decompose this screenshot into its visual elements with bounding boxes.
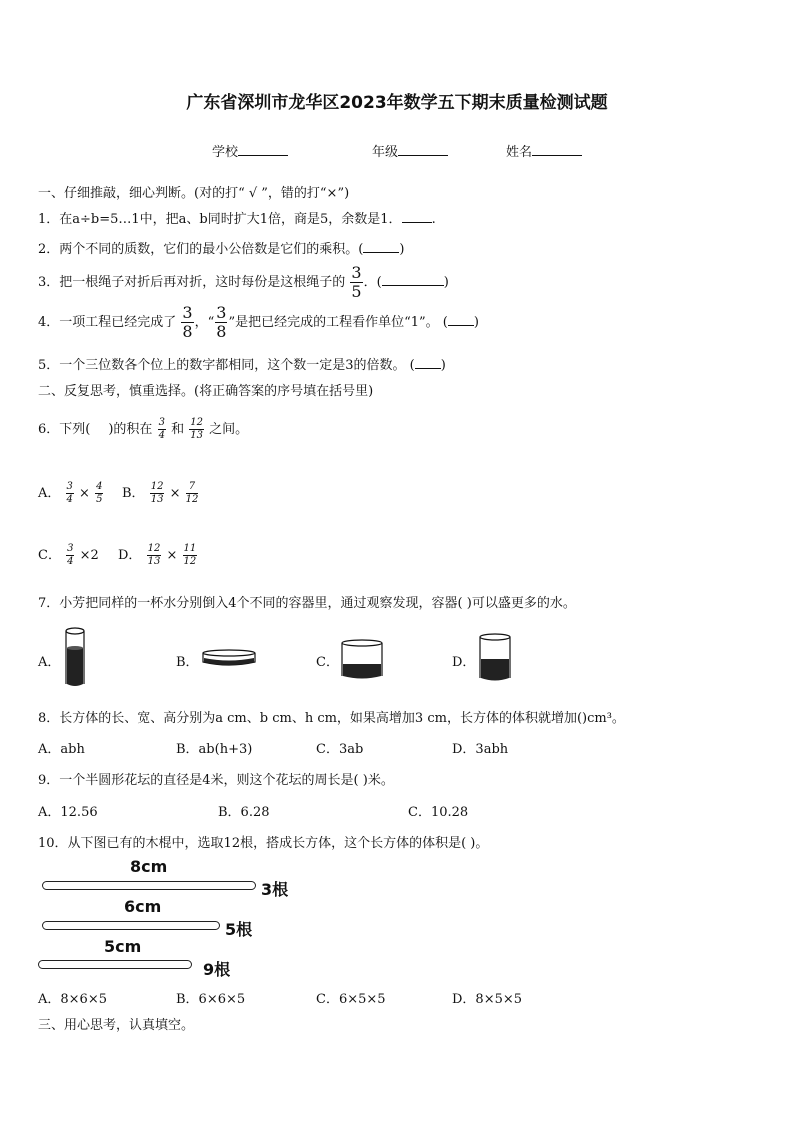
stick-5cm-length: 5cm bbox=[104, 937, 142, 956]
denominator: 12 bbox=[185, 494, 199, 505]
q6-option-b[interactable] bbox=[122, 482, 199, 505]
question-4-text-b: ，“ bbox=[194, 315, 215, 330]
option-label: C． bbox=[316, 655, 339, 670]
name-field bbox=[506, 141, 582, 160]
numerator: 11 bbox=[183, 543, 197, 554]
fraction bbox=[95, 482, 103, 505]
question-10: 10．从下图已有的木棍中，选取12根，搭成长方体，这个长方体的体积是( )。 bbox=[38, 836, 489, 851]
numerator: 7 bbox=[186, 482, 199, 494]
question-4-text-a: 4．一项工程已经完成了 bbox=[38, 315, 177, 330]
question-3-mid: ．( bbox=[363, 275, 382, 290]
operator: ×2 bbox=[79, 548, 99, 563]
q10-option-c[interactable]: C．6×5×5 bbox=[316, 992, 386, 1007]
question-5-text: 5．一个三位数各个位上的数字都相同，这个数一定是3的倍数。 ( bbox=[38, 358, 415, 373]
question-2-end: ) bbox=[399, 242, 405, 257]
stick-5cm-count: 9根 bbox=[203, 960, 231, 979]
stick-8cm bbox=[42, 881, 256, 890]
question-4-end: ) bbox=[473, 315, 479, 330]
denominator: 4 bbox=[158, 430, 165, 441]
question-2 bbox=[38, 238, 404, 257]
medium-wide-container-icon bbox=[340, 638, 384, 682]
q8-option-c[interactable]: C．3ab bbox=[316, 742, 364, 757]
numerator: 3 bbox=[182, 303, 193, 322]
q6-option-a[interactable] bbox=[38, 482, 104, 505]
stick-6cm bbox=[42, 921, 220, 930]
numerator: 3 bbox=[67, 543, 74, 554]
fraction bbox=[150, 482, 165, 505]
operator: × bbox=[166, 548, 178, 563]
q10-option-d[interactable]: D．8×5×5 bbox=[452, 992, 523, 1007]
section-3-heading: 三、用心思考，认真填空。 bbox=[38, 1018, 195, 1033]
numerator: 3 bbox=[158, 417, 165, 428]
numerator: 3 bbox=[216, 303, 227, 322]
q7-option-c[interactable] bbox=[316, 651, 339, 670]
q6-option-c[interactable] bbox=[38, 544, 99, 567]
question-1-text: 1．在a÷b=5…1中，把a、b同时扩大1倍，商是5，余数是1． bbox=[38, 212, 402, 227]
denominator: 13 bbox=[190, 430, 203, 441]
stick-6cm-count: 5根 bbox=[225, 920, 253, 939]
numerator: 12 bbox=[150, 481, 164, 492]
option-label: B． bbox=[122, 486, 145, 501]
question-3-end: ) bbox=[443, 275, 449, 290]
stick-8cm-length: 8cm bbox=[130, 857, 168, 876]
denominator: 8 bbox=[182, 322, 193, 341]
section-1-heading: 一、仔细推敲，细心判断。(对的打“ √ ”，错的打“×”) bbox=[38, 186, 350, 201]
wide-flat-container-icon bbox=[201, 648, 257, 670]
question-6 bbox=[38, 418, 248, 441]
fraction-12-13 bbox=[189, 418, 204, 441]
numerator: 12 bbox=[190, 417, 203, 428]
fraction bbox=[66, 482, 74, 505]
question-3-text: 3．把一根绳子对折后再对折，这时每份是这根绳子的 bbox=[38, 275, 346, 290]
question-5-end: ) bbox=[440, 358, 446, 373]
option-label: D． bbox=[118, 548, 142, 563]
stick-5cm bbox=[38, 960, 192, 969]
question-6-text-c: 之间。 bbox=[209, 422, 249, 437]
school-label: 学校 bbox=[212, 145, 239, 160]
option-label: D． bbox=[452, 655, 476, 670]
question-2-text: 2．两个不同的质数，它们的最小公倍数是它们的乘积。( bbox=[38, 242, 364, 257]
q9-option-a[interactable]: A．12.56 bbox=[38, 805, 98, 820]
denominator: 8 bbox=[216, 322, 227, 341]
question-1 bbox=[38, 208, 436, 227]
school-field bbox=[212, 141, 288, 160]
question-4-text-c: ”是把已经完成的工程看作单位“1”。 ( bbox=[228, 315, 448, 330]
numerator: 3 bbox=[351, 263, 362, 282]
name-label: 姓名 bbox=[506, 145, 533, 160]
denominator: 4 bbox=[67, 556, 74, 567]
denominator: 12 bbox=[183, 556, 197, 567]
q8-option-d[interactable]: D．3abh bbox=[452, 742, 509, 757]
q6-option-d[interactable] bbox=[118, 544, 198, 567]
question-1-end: . bbox=[431, 212, 436, 227]
denominator: 5 bbox=[96, 494, 103, 505]
fraction bbox=[66, 544, 74, 567]
page-title: 广东省深圳市龙华区2023年数学五下期末质量检测试题 bbox=[186, 93, 608, 113]
fraction-3-4 bbox=[158, 418, 166, 441]
option-label: A． bbox=[38, 655, 61, 670]
fraction bbox=[186, 482, 199, 505]
q7-option-d[interactable] bbox=[452, 651, 475, 670]
medium-tall-container-icon bbox=[477, 632, 513, 684]
fraction-3-5 bbox=[350, 265, 362, 300]
question-6-and: 和 bbox=[171, 422, 185, 437]
q9-option-c[interactable]: C．10.28 bbox=[408, 805, 469, 820]
grade-label: 年级 bbox=[372, 145, 399, 160]
fraction bbox=[183, 544, 198, 567]
numerator: 4 bbox=[96, 481, 103, 492]
option-label: A． bbox=[38, 486, 61, 501]
stick-8cm-count: 3根 bbox=[261, 880, 289, 899]
numerator: 3 bbox=[66, 481, 73, 492]
q9-option-b[interactable]: B．6.28 bbox=[218, 805, 270, 820]
q10-option-b[interactable]: B．6×6×5 bbox=[176, 992, 246, 1007]
q8-option-a[interactable]: A．abh bbox=[38, 742, 85, 757]
denominator: 5 bbox=[351, 282, 362, 301]
operator: × bbox=[169, 486, 181, 501]
denominator: 13 bbox=[147, 556, 161, 567]
operator: × bbox=[79, 486, 90, 501]
q7-option-a[interactable] bbox=[38, 651, 60, 670]
q10-option-a[interactable]: A．8×6×5 bbox=[38, 992, 107, 1007]
fraction-3-8-a bbox=[181, 305, 193, 340]
question-3 bbox=[38, 265, 449, 300]
question-9: 9．一个半圆形花坛的直径是4米，则这个花坛的周长是( )米。 bbox=[38, 773, 394, 788]
numerator: 12 bbox=[147, 543, 161, 554]
fraction-3-8-b bbox=[215, 305, 227, 340]
question-6-text-b: )的积在 bbox=[108, 422, 153, 437]
question-4 bbox=[38, 305, 479, 340]
q7-option-b[interactable] bbox=[176, 651, 199, 670]
question-5 bbox=[38, 354, 446, 373]
stick-6cm-length: 6cm bbox=[124, 897, 162, 916]
section-2-heading: 二、反复思考，慎重选择。(将正确答案的序号填在括号里) bbox=[38, 384, 374, 399]
denominator: 13 bbox=[150, 494, 164, 505]
tall-narrow-container-icon bbox=[62, 626, 88, 690]
fraction bbox=[147, 544, 162, 567]
question-7: 7．小芳把同样的一杯水分别倒入4个不同的容器里，通过观察发现，容器( )可以盛更多的水。 bbox=[38, 596, 576, 611]
question-8: 8．长方体的长、宽、高分别为a cm、b cm、h cm，如果高增加3 cm，长方体的体积就增加()cm³。 bbox=[38, 711, 625, 726]
grade-field bbox=[372, 141, 448, 160]
denominator: 4 bbox=[66, 494, 73, 505]
option-label: B． bbox=[176, 655, 199, 670]
question-6-text-a: 6．下列( bbox=[38, 422, 91, 437]
q8-option-b[interactable]: B．ab(h+3) bbox=[176, 742, 253, 757]
option-label: C． bbox=[38, 548, 61, 563]
